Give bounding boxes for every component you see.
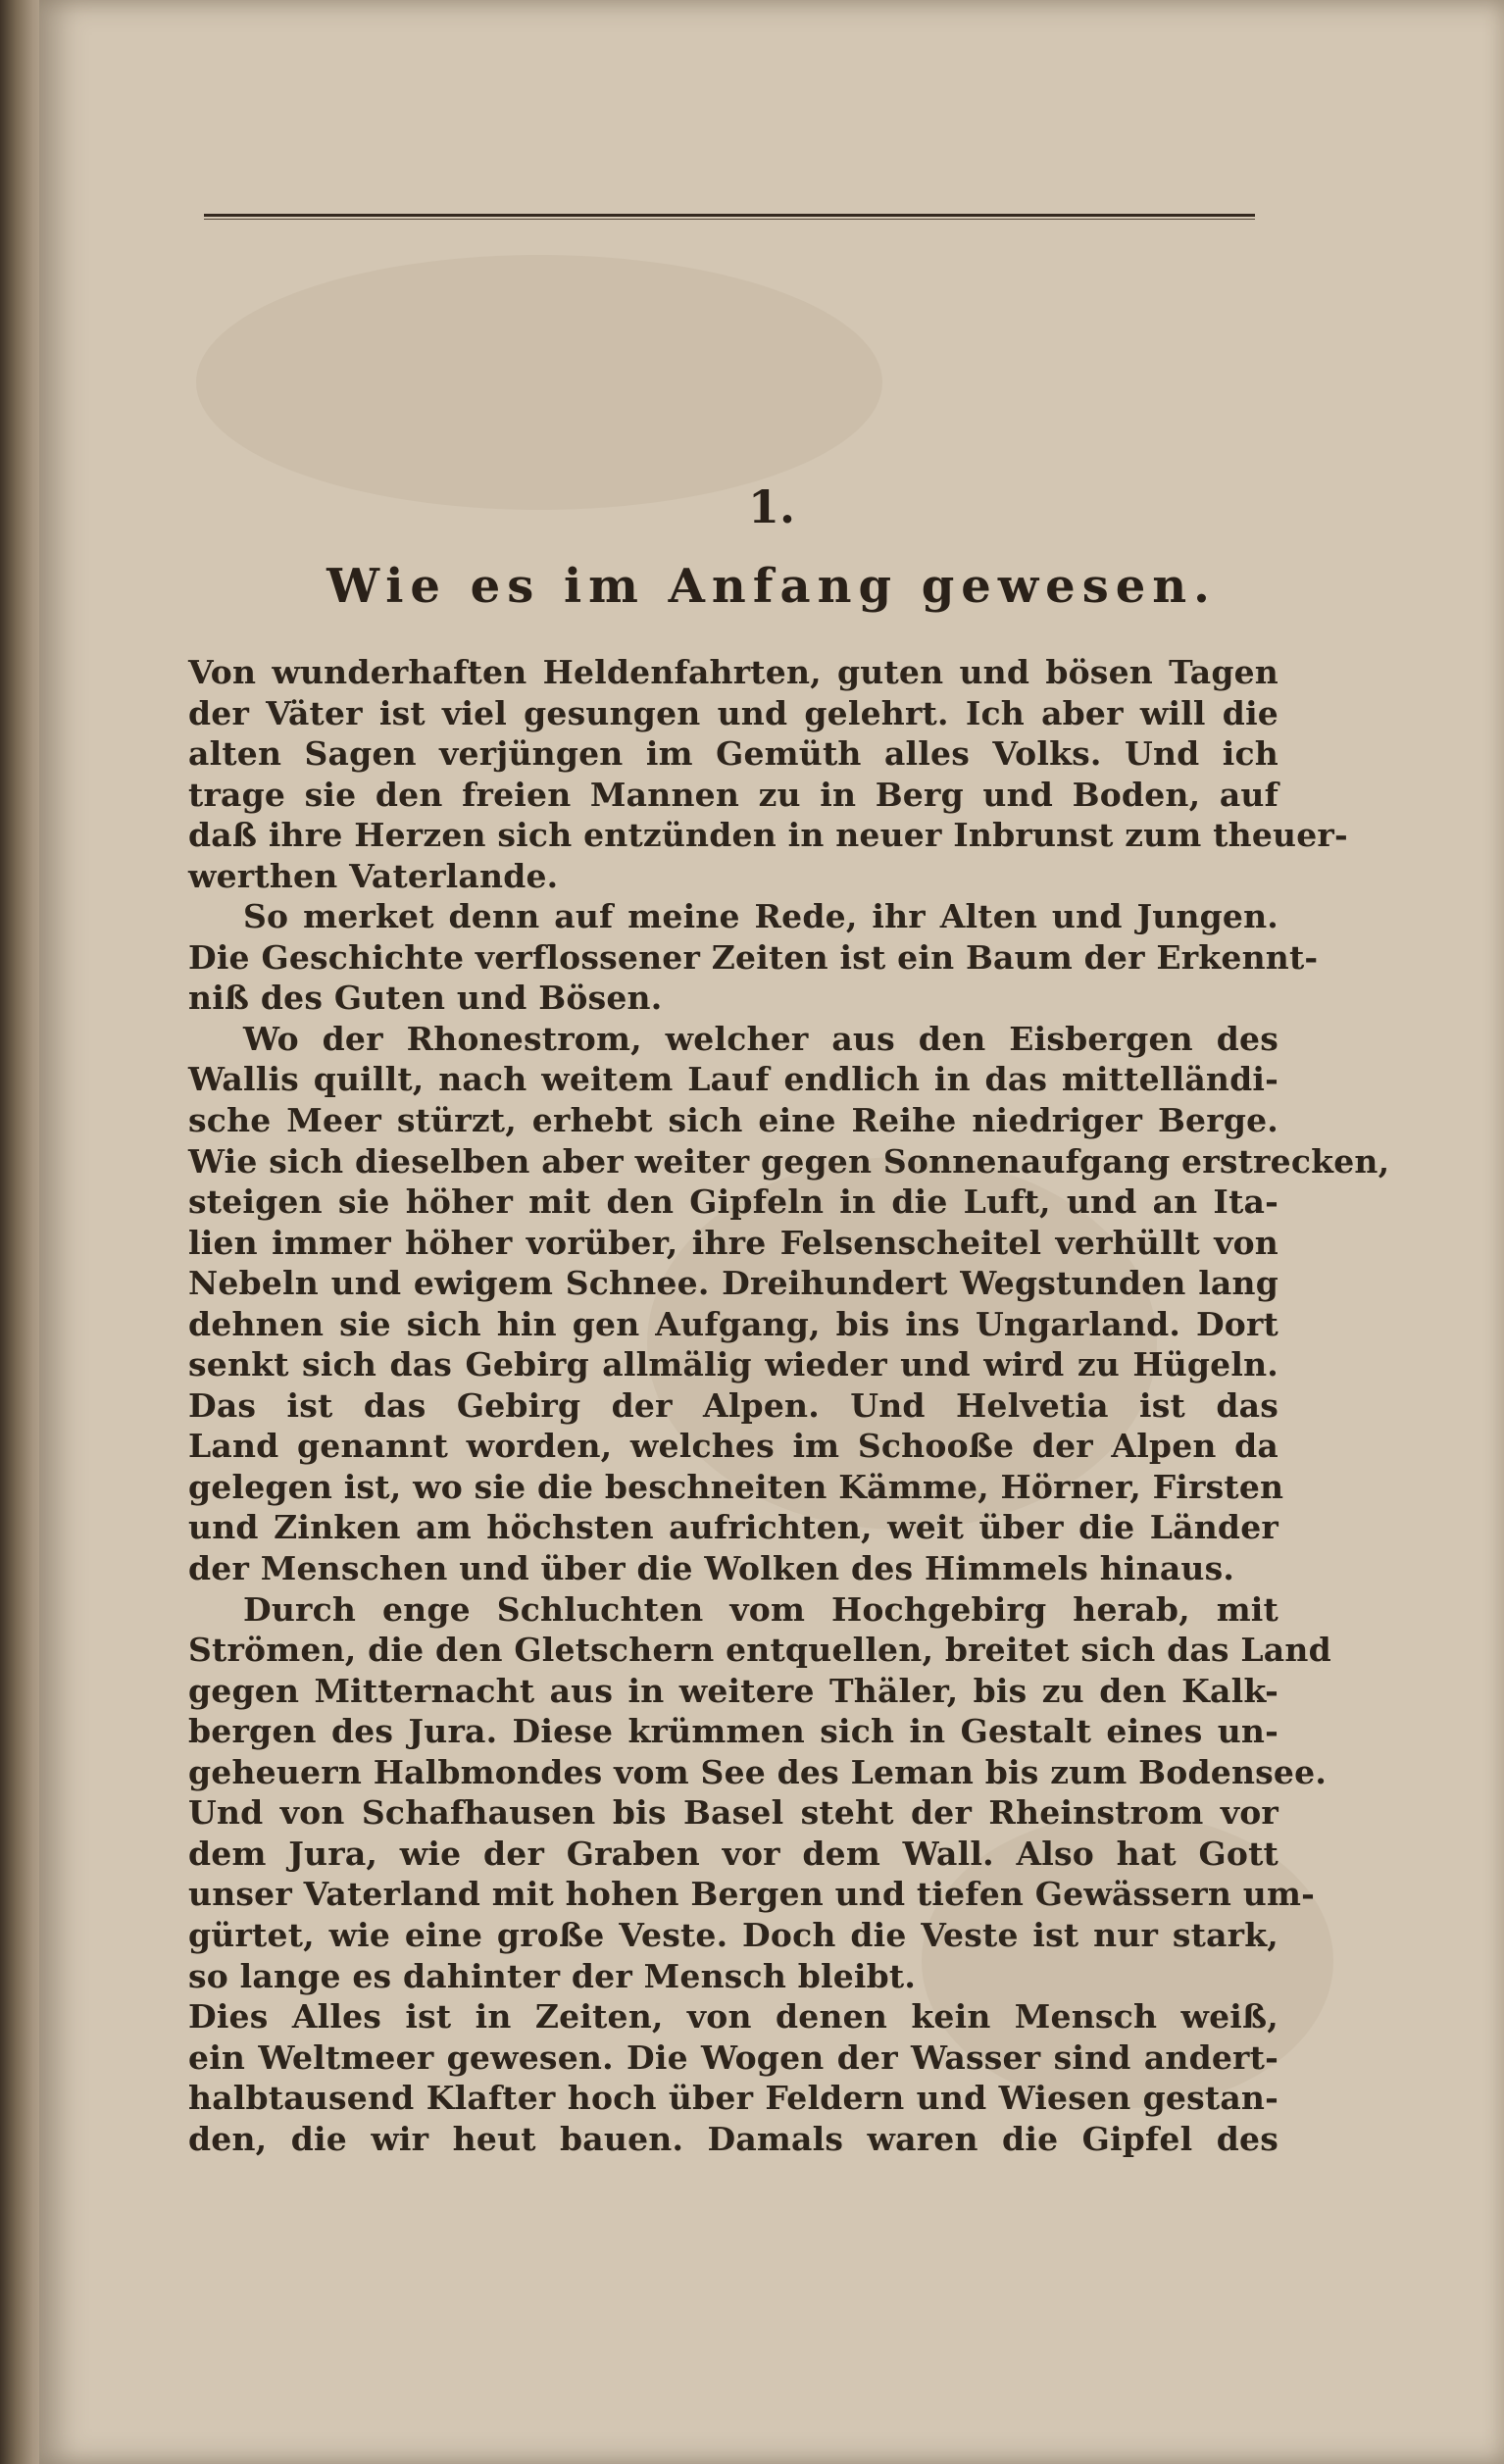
text-line: Dies Alles ist in Zeiten, von denen kein Mensch weiß, xyxy=(188,1997,1278,2037)
text-line: lien immer höher vorüber, ihre Felsenscheitel verhüllt von xyxy=(188,1223,1278,1262)
text-line: gürtet, wie eine große Veste. Doch die Veste ist nur stark, xyxy=(188,1915,1278,1954)
text-line: alten Sagen verjüngen im Gemüth alles Volks. Und ich xyxy=(188,734,1278,774)
paper-stain xyxy=(196,255,882,510)
body-text xyxy=(188,652,1390,2159)
text-line: bergen des Jura. Diese krümmen sich in Gestalt eines un- xyxy=(188,1712,1278,1751)
text-line: Wallis quillt, nach weitem Lauf endlich in das mittelländi- xyxy=(188,1060,1278,1099)
text-line: ein Weltmeer gewesen. Die Wogen der Wasser sind andert- xyxy=(188,2037,1278,2077)
text-line: Die Geschichte verflossener Zeiten ist ein Baum der Erkennt- xyxy=(188,937,1319,977)
text-line: Wie sich dieselben aber weiter gegen Sonnenaufgang erstrecken, xyxy=(188,1141,1390,1181)
text-line: Das ist das Gebirg der Alpen. Und Helvetia ist das xyxy=(188,1385,1278,1425)
text-line: dem Jura, wie der Graben vor dem Wall. Also hat Gott xyxy=(188,1834,1278,1873)
text-line: Nebeln und ewigem Schnee. Dreihundert Wegstunden lang xyxy=(188,1264,1278,1303)
text-line: der Väter ist viel gesungen und gelehrt. Ich aber will die xyxy=(188,693,1278,732)
text-line: gelegen ist, wo sie die beschneiten Kämme, Hörner, Firsten xyxy=(188,1467,1284,1506)
header-rule xyxy=(204,214,1255,220)
text-line: senkt sich das Gebirg allmälig wieder und wird zu Hügeln. xyxy=(188,1345,1278,1384)
text-line: unser Vaterland mit hohen Bergen und tiefen Gewässern um- xyxy=(188,1875,1315,1914)
text-line: geheuern Halbmondes vom See des Leman bis zum Bodensee. xyxy=(188,1752,1328,1791)
text-line: niß des Guten und Bösen. xyxy=(188,979,663,1018)
text-line: Und von Schafhausen bis Basel steht der Rheinstrom vor xyxy=(188,1793,1278,1833)
chapter-number: 1. xyxy=(747,480,796,533)
text-line: sche Meer stürzt, erhebt sich eine Reihe niedriger Berge. xyxy=(188,1101,1278,1140)
text-line: Durch enge Schluchten vom Hochgebirg herab, mit xyxy=(243,1589,1278,1629)
text-line: dehnen sie sich hin gen Aufgang, bis ins Ungarland. Dort xyxy=(188,1304,1278,1343)
text-line: Strömen, die den Gletschern entquellen, breitet sich das Land xyxy=(188,1631,1331,1670)
text-line: und Zinken am höchsten aufrichten, weit über die Länder xyxy=(188,1508,1278,1547)
chapter-title: Wie es im Anfang gewesen. xyxy=(326,559,1217,614)
text-line: werthen Vaterlande. xyxy=(188,856,559,895)
text-line: der Menschen und über die Wolken des Himmels hinaus. xyxy=(188,1549,1235,1588)
text-line: gegen Mitternacht aus in weitere Thäler, bis zu den Kalk- xyxy=(188,1671,1278,1710)
text-line: So merket denn auf meine Rede, ihr Alten und Jungen. xyxy=(243,897,1278,936)
text-line: daß ihre Herzen sich entzünden in neuer Inbrunst zum theuer- xyxy=(188,816,1348,855)
text-line: so lange es dahinter der Mensch bleibt. xyxy=(188,1956,917,1995)
text-line: steigen sie höher mit den Gipfeln in die Luft, und an Ita- xyxy=(188,1182,1278,1222)
text-line: halbtausend Klafter hoch über Feldern und Wiesen gestan- xyxy=(188,2079,1278,2118)
book-page xyxy=(39,0,1504,2464)
text-line: den, die wir heut bauen. Damals waren die Gipfel des xyxy=(188,2119,1278,2158)
text-line: trage sie den freien Mannen zu in Berg und Boden, auf xyxy=(188,775,1278,814)
text-line: Von wunderhaften Heldenfahrten, guten und bösen Tagen xyxy=(188,653,1278,691)
text-line: Wo der Rhonestrom, welcher aus den Eisbergen des xyxy=(243,1019,1278,1058)
text-line: Land genannt worden, welches im Schooße der Alpen da xyxy=(188,1427,1278,1466)
